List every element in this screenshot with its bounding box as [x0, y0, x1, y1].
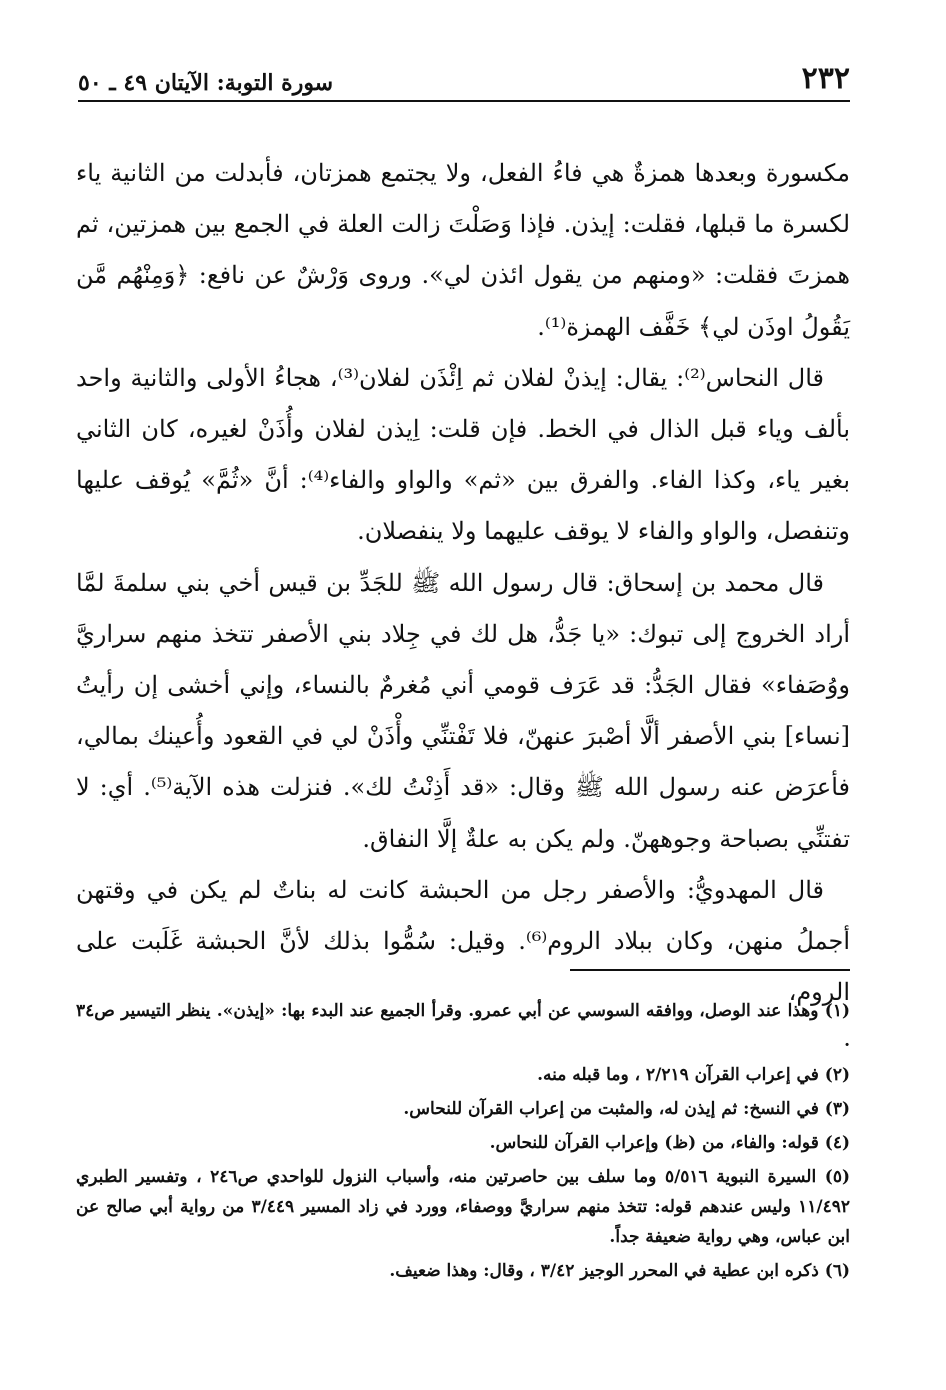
footnotes	[76, 996, 850, 1290]
footnote-4: (٤) قوله: والفاء، من (ظ) وإعراب القرآن للنحاس.	[489, 1133, 850, 1153]
page-header	[78, 62, 850, 102]
paragraph-1: مكسورة وبعدها همزةٌ هي فاءُ الفعل، ولا يجتمع همزتان، فأبدلت من الثانية ياء لكسرة ما قبلها، فقلت: إيذن. فإذا وَصَلْتَ زالت العلة في الجمع بين همزتين، ثم همزتَ فقلت: «ومنهم من يقول ائذن لي». وروى وَرْشٌ عن نافع: ﴿وَمِنْهُم مَّن يَقُولُ اوذَن لي﴾ خَفَّف الهمزة⁽¹⁾.	[76, 159, 851, 341]
footnote-separator	[570, 969, 850, 971]
page-number: ٢٣٢	[801, 61, 850, 96]
paragraph-4: قال المهدويُّ: والأصفر رجل من الحبشة كانت له بناتٌ لم يكن في وقتهن أجملُ منهن، وكان ببلاد الروم⁽⁶⁾. وقيل: سُمُّوا بذلك لأنَّ الحبشة غَلَبت على الروم،	[76, 875, 850, 1007]
paragraph-2: قال النحاس⁽²⁾: يقال: إيذنْ لفلان ثم اِئْذَن لفلان⁽³⁾، هجاءُ الأولى والثانية واحد بألف وياء قبل الذال في الخط. فإن قلت: اِيذن لفلان وأُذَنْ لغيره، كان الثاني بغير ياء، وكذا الفاء. والفرق بين «ثم» والواو والفاء⁽⁴⁾: أنَّ «ثُمَّ» يُوقف عليها وتنفصل، والواو والفاء لا يوقف عليهما ولا ينفصلان.	[76, 363, 850, 546]
footnote-6: (٦) ذكره ابن عطية في المحرر الوجيز ٣/٤٢ ، وقال: وهذا ضعيف.	[389, 1261, 850, 1281]
main-text	[76, 148, 850, 1018]
footnote-2: (٢) في إعراب القرآن ٢/٢١٩ ، وما قبله منه.	[537, 1065, 850, 1085]
running-title: سورة التوبة: الآيتان ٤٩ ـ ٥٠	[78, 70, 334, 96]
footnote-5: (٥) السيرة النبوية ٥/٥١٦ وما سلف بين حاصرتين منه، وأسباب النزول للواحدي ص٢٤٦ ، وتفسير الطبري ١١/٤٩٢ وليس عندهم قوله: تتخذ منهم سراريَّ ووصفاء، وورد في زاد المسير ٣/٤٤٩ من رواية أبي صالح عن ابن عباس، وهي رواية ضعيفة جداً.	[76, 1167, 850, 1247]
paragraph-3: قال محمد بن إسحاق: قال رسول الله ﷺ للجَدِّ بن قيس أخي بني سلمةَ لمَّا أراد الخروج إلى تبوك: «يا جَدُّ، هل لك في جِلاد بني الأصفر تتخذ منهم سراريَّ ووُصَفاء» فقال الجَدُّ: قد عَرَف قومي أني مُغرمٌ بالنساء، وإني أخشى إن رأيتُ [نساء] بني الأصفر ألَّا أصْبرَ عنهنّ، فلا تَفْتنِّي وأْذَنْ لي في القعود وأُعينك بمالي، فأعرَض عنه رسول الله ﷺ وقال: «قد أَذِنْتُ لك». فنزلت هذه الآية⁽⁵⁾. أي: لا تفتنِّي بصباحة وجوههنّ. ولم يكن به علةٌ إلَّا النفاق.	[76, 568, 850, 853]
footnote-1: (١) وهذا عند الوصل، ووافقه السوسي عن أبي عمرو. وقرأ الجميع عند البدء بها: «إيذن». ينظر التيسير ص٣٤ .	[76, 1001, 850, 1051]
footnote-3: (٣) في النسخ: ثم إيذن له، والمثبت من إعراب القرآن للنحاس.	[403, 1099, 850, 1119]
